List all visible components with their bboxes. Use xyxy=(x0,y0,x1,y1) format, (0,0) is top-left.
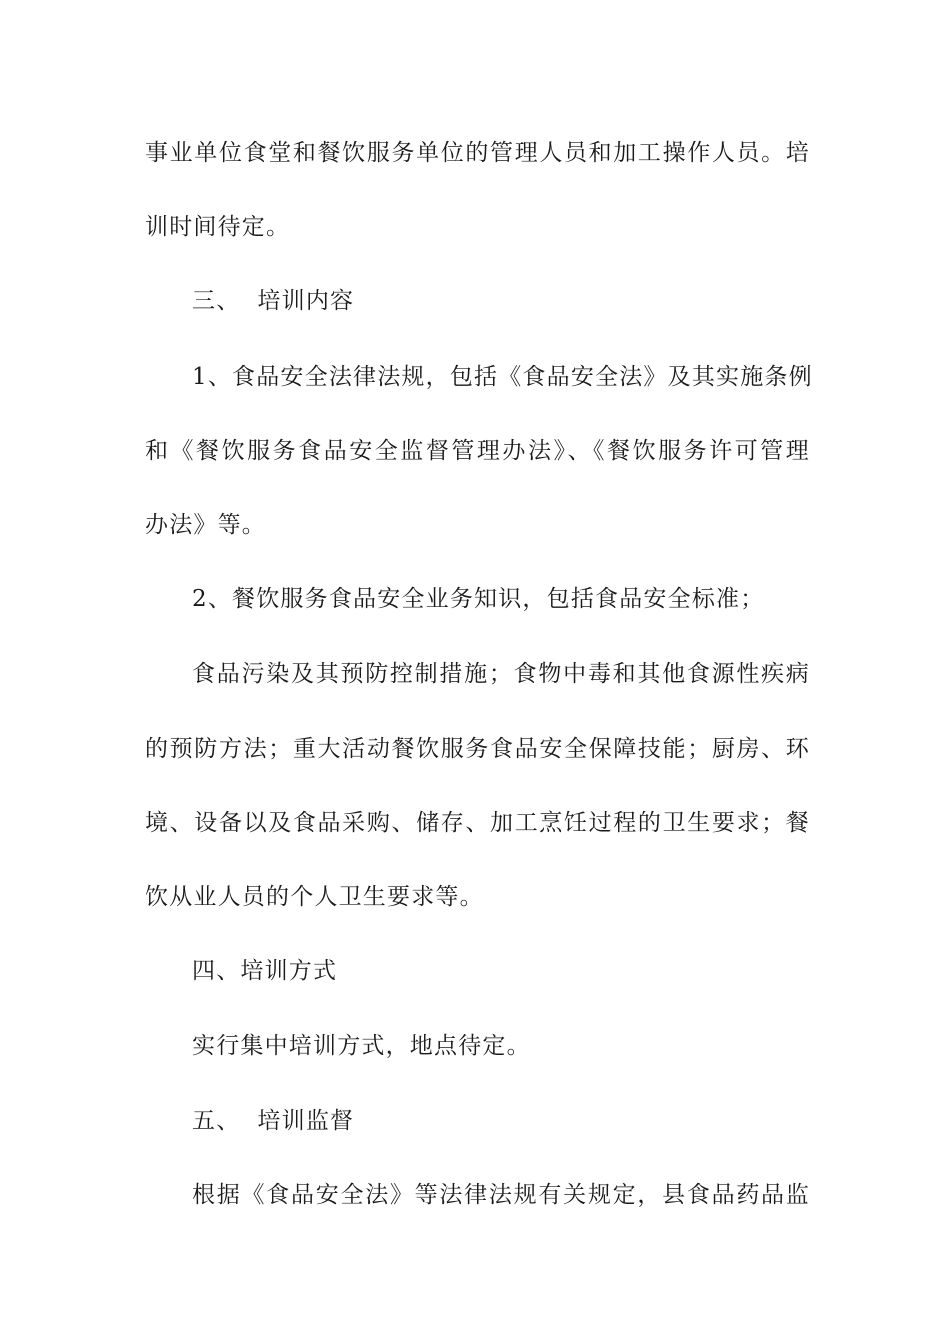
paragraph-line: 根据《食品安全法》等法律法规有关规定，县食品药品监 xyxy=(192,1182,810,1208)
paragraph-line: 2、餐饮服务食品安全业务知识，包括食品安全标准； xyxy=(192,586,765,612)
paragraph-line: 食品污染及其预防控制措施；食物中毒和其他食源性疾病 xyxy=(192,661,810,687)
paragraph-line: 1、食品安全法律法规，包括《食品安全法》及其实施条例 xyxy=(192,364,813,390)
paragraph-line: 训时间待定。 xyxy=(145,214,291,240)
paragraph-line: 的预防方法；重大活动餐饮服务食品安全保障技能；厨房、环 xyxy=(145,736,810,762)
section-heading: 五、 培训监督 xyxy=(192,1108,355,1134)
paragraph-line: 事业单位食堂和餐饮服务单位的管理人员和加工操作人员。培 xyxy=(145,140,810,166)
paragraph-line: 实行集中培训方式，地点待定。 xyxy=(192,1033,531,1059)
section-heading: 三、 培训内容 xyxy=(192,288,355,314)
section-heading: 四、培训方式 xyxy=(192,958,338,984)
paragraph-line: 境、设备以及食品采购、储存、加工烹饪过程的卫生要求；餐 xyxy=(145,810,810,836)
paragraph-line: 饮从业人员的个人卫生要求等。 xyxy=(145,884,484,910)
paragraph-line: 和《餐饮服务食品安全监督管理办法》、《餐饮服务许可管理 xyxy=(145,438,810,464)
paragraph-line: 办法》等。 xyxy=(145,512,266,538)
